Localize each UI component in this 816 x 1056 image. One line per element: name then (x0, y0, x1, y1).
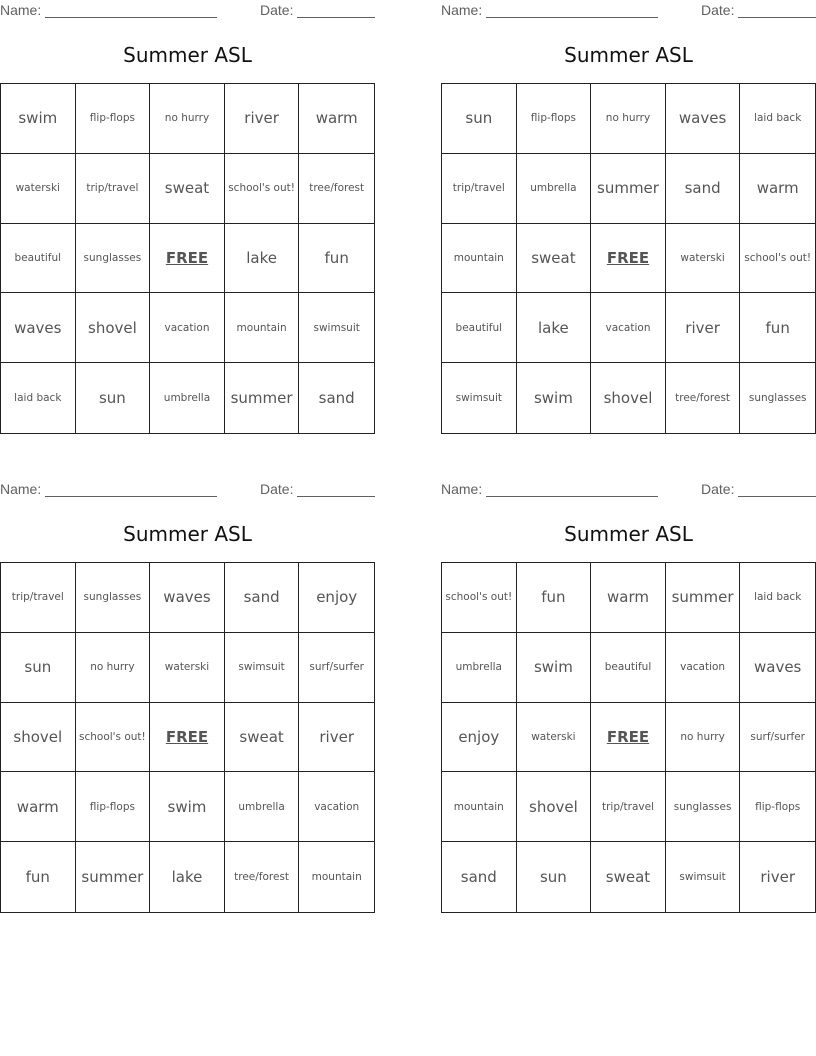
bingo-cell: tree/forest (666, 363, 741, 433)
bingo-cell: swimsuit (666, 842, 741, 912)
date-blank (297, 496, 375, 497)
bingo-cell: waterski (1, 154, 76, 224)
bingo-cell: vacation (591, 293, 666, 363)
bingo-cell: school's out! (225, 154, 300, 224)
name-label: Name: (441, 481, 483, 497)
bingo-cell: warm (591, 563, 666, 633)
bingo-cell: surf/surfer (299, 633, 374, 703)
bingo-cell: summer (225, 363, 300, 433)
bingo-cell: umbrella (442, 633, 517, 703)
bingo-cell: surf/surfer (740, 703, 815, 773)
bingo-cell: school's out! (76, 703, 151, 773)
bingo-grid (0, 562, 375, 913)
bingo-cell: school's out! (442, 563, 517, 633)
bingo-cell: swim (517, 633, 592, 703)
bingo-cell: fun (1, 842, 76, 912)
name-blank (45, 17, 217, 18)
bingo-cell: sun (442, 84, 517, 154)
bingo-cell: mountain (442, 772, 517, 842)
bingo-cell: trip/travel (442, 154, 517, 224)
bingo-cell: sunglasses (76, 563, 151, 633)
bingo-cell: river (225, 84, 300, 154)
bingo-cell: trip/travel (591, 772, 666, 842)
card-title: Summer ASL (564, 522, 693, 546)
bingo-cell: umbrella (517, 154, 592, 224)
bingo-cell: lake (225, 224, 300, 294)
name-label: Name: (0, 2, 42, 18)
bingo-cell: laid back (740, 84, 815, 154)
bingo-cell: fun (517, 563, 592, 633)
date-label: Date: (701, 2, 735, 18)
bingo-cell: enjoy (299, 563, 374, 633)
bingo-cell: laid back (1, 363, 76, 433)
bingo-cell: sun (517, 842, 592, 912)
bingo-cell: waterski (517, 703, 592, 773)
bingo-cell: shovel (76, 293, 151, 363)
bingo-cell: enjoy (442, 703, 517, 773)
bingo-cell: swim (150, 772, 225, 842)
name-label: Name: (0, 481, 42, 497)
bingo-cell: mountain (311, 871, 362, 884)
bingo-cell: sunglasses (666, 772, 741, 842)
bingo-cell: shovel (517, 772, 592, 842)
bingo-cell: flip-flops (517, 84, 592, 154)
name-label: Name: (441, 2, 483, 18)
bingo-cell: beautiful (591, 633, 666, 703)
bingo-cell: school's out! (740, 224, 815, 294)
bingo-cell: sweat (225, 703, 300, 773)
bingo-cell: beautiful (442, 293, 517, 363)
bingo-cell: river (299, 703, 374, 773)
bingo-cell: trip/travel (76, 154, 151, 224)
bingo-cell: sand (318, 389, 355, 408)
bingo-cell: sun (1, 633, 76, 703)
bingo-cell: warm (1, 772, 76, 842)
bingo-cell: lake (517, 293, 592, 363)
name-blank (486, 496, 658, 497)
bingo-cell: sweat (150, 154, 225, 224)
bingo-cell: swimsuit (299, 293, 374, 363)
free-space-cell: FREE (150, 224, 225, 294)
bingo-cell: sunglasses (748, 392, 807, 405)
bingo-cell: waves (150, 563, 225, 633)
bingo-card-2 (441, 0, 816, 432)
card-title: Summer ASL (564, 43, 693, 67)
bingo-cell: shovel (591, 363, 666, 433)
bingo-cell: sweat (591, 842, 666, 912)
card-header (441, 2, 816, 20)
bingo-grid (0, 83, 375, 434)
bingo-cell: swim (517, 363, 592, 433)
bingo-cell: vacation (150, 293, 225, 363)
bingo-cell: flip-flops (76, 772, 151, 842)
bingo-cell: fun (740, 293, 815, 363)
bingo-cell: beautiful (1, 224, 76, 294)
bingo-cell: laid back (740, 563, 815, 633)
bingo-cell: sun (76, 363, 151, 433)
bingo-cell: swimsuit (442, 363, 517, 433)
card-title: Summer ASL (123, 522, 252, 546)
bingo-cell: no hurry (150, 84, 225, 154)
bingo-cell: mountain (225, 293, 300, 363)
bingo-cell: shovel (1, 703, 76, 773)
bingo-cell: sand (666, 154, 741, 224)
free-space-cell: FREE (591, 703, 666, 773)
bingo-card-4 (441, 479, 816, 911)
card-header (0, 2, 375, 20)
bingo-cell: umbrella (150, 363, 225, 433)
bingo-cell: no hurry (666, 703, 741, 773)
card-header (0, 481, 375, 499)
name-blank (45, 496, 217, 497)
bingo-cell: warm (740, 154, 815, 224)
name-blank (486, 17, 658, 18)
bingo-cell: sand (442, 842, 517, 912)
card-title: Summer ASL (123, 43, 252, 67)
bingo-cell: warm (299, 84, 374, 154)
bingo-cell: trip/travel (1, 563, 76, 633)
bingo-cell: summer (76, 842, 151, 912)
date-label: Date: (260, 2, 294, 18)
bingo-cell: mountain (442, 224, 517, 294)
date-blank (738, 17, 816, 18)
bingo-cell: waterski (150, 633, 225, 703)
bingo-card-3 (0, 479, 375, 911)
bingo-cell: umbrella (225, 772, 300, 842)
bingo-cell: no hurry (591, 84, 666, 154)
card-header (441, 481, 816, 499)
bingo-cell: river (760, 868, 795, 887)
date-blank (297, 17, 375, 18)
bingo-cell: flip-flops (76, 84, 151, 154)
bingo-cell: waves (740, 633, 815, 703)
bingo-cell: sunglasses (76, 224, 151, 294)
date-blank (738, 496, 816, 497)
bingo-cell: sweat (517, 224, 592, 294)
bingo-cell: waves (1, 293, 76, 363)
bingo-cell: tree/forest (299, 154, 374, 224)
bingo-cell: vacation (299, 772, 374, 842)
bingo-cell: summer (591, 154, 666, 224)
bingo-cell: swim (1, 84, 76, 154)
date-label: Date: (701, 481, 735, 497)
bingo-cell: waterski (666, 224, 741, 294)
bingo-cell: lake (150, 842, 225, 912)
bingo-cell: summer (666, 563, 741, 633)
bingo-cell: tree/forest (225, 842, 300, 912)
bingo-grid (441, 83, 816, 434)
free-space-cell: FREE (150, 703, 225, 773)
bingo-cell: sand (225, 563, 300, 633)
bingo-cell: no hurry (76, 633, 151, 703)
bingo-cell: fun (299, 224, 374, 294)
bingo-card-1 (0, 0, 375, 432)
bingo-cell: swimsuit (225, 633, 300, 703)
bingo-cell: flip-flops (740, 772, 815, 842)
free-space-cell: FREE (591, 224, 666, 294)
bingo-cell: waves (666, 84, 741, 154)
bingo-cell: river (666, 293, 741, 363)
bingo-grid (441, 562, 816, 913)
date-label: Date: (260, 481, 294, 497)
bingo-cell: vacation (666, 633, 741, 703)
